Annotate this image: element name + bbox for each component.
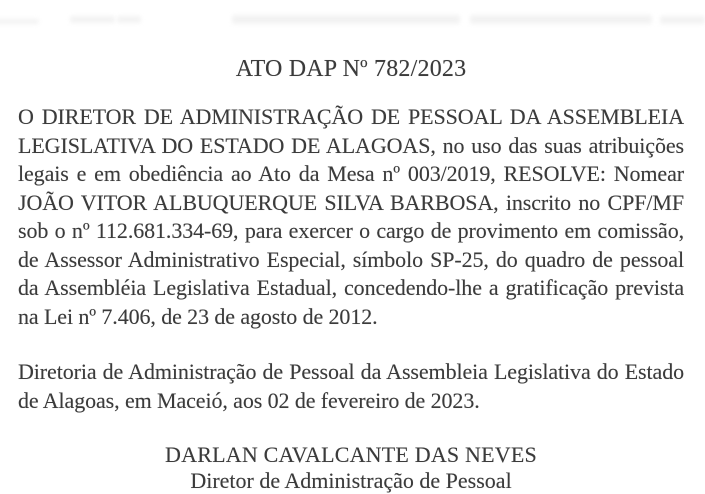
body-paragraph: O DIRETOR DE ADMINISTRAÇÃO DE PESSOAL DA ASSEMBLEIA LEGISLATIVA DO ESTADO DE ALAGOAS, no uso das suas atribuições legais e em obediência ao Ato da Mesa nº 003/2019, RESOLVE: Nomear JOÃO VITOR ALBUQUERQUE SILVA BARBOSA, inscrito no CPF/MF sob o nº 112.681.334-69, para exercer o cargo de provimento em comissão, de Assessor Administrativo Especial, símbolo SP-25, do quadro de pessoal da Assembléia Legislativa Estadual, concedendo-lhe a gratificação prevista na Lei nº 7.406, de 23 de agosto de 2012. [18,104,684,329]
signature-block [18,442,684,494]
document-title: ATO DAP Nº 782/2023 [235,56,467,82]
signature-role: Diretor de Administração de Pessoal [190,468,512,493]
closing-paragraph: Diretoria de Administração de Pessoal da Assembleia Legislativa do Estado de Alagoas, em Maceió, aos 02 de fevereiro de 2023. [18,359,684,413]
document-content [18,0,684,494]
signature-name: DARLAN CAVALCANTE DAS NEVES [165,442,537,467]
